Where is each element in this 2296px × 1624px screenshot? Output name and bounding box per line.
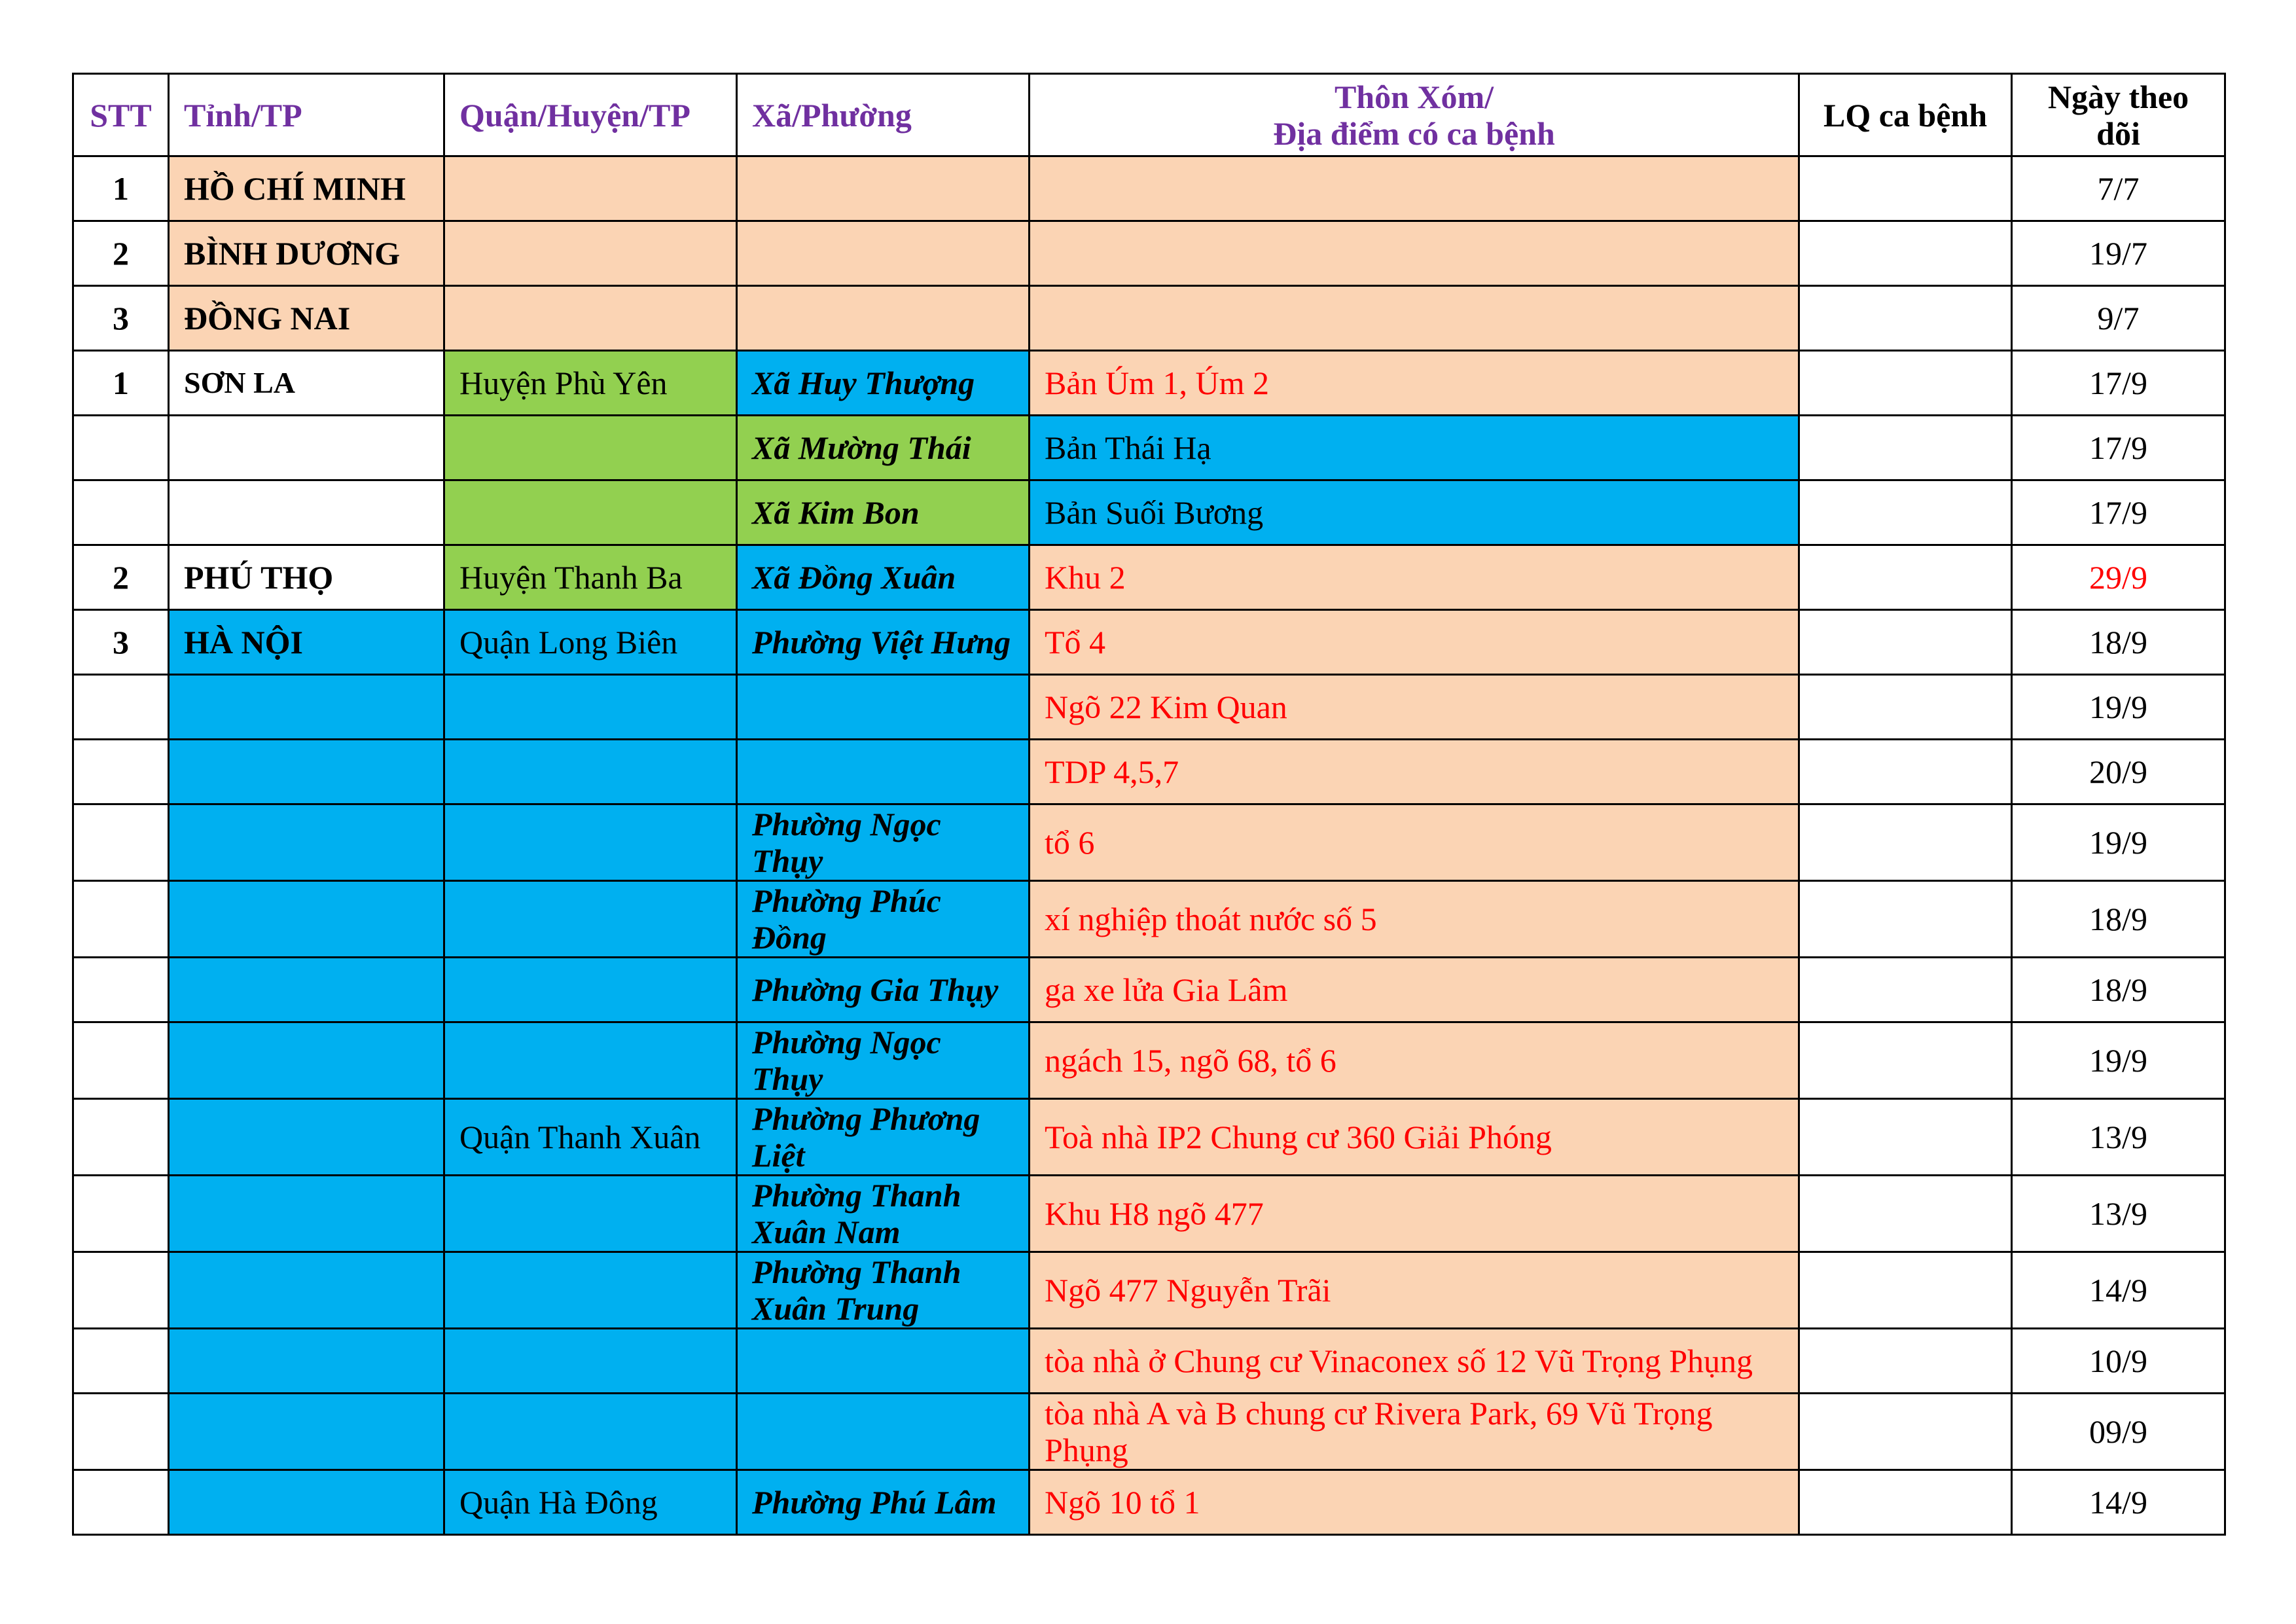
table-row — [73, 156, 2225, 221]
cell-date: 9/7 — [2012, 286, 2225, 351]
cell-stt — [73, 740, 169, 804]
cell-province — [169, 1176, 444, 1252]
header-date-line2: dõi — [2096, 115, 2140, 152]
cell-province — [169, 1329, 444, 1394]
cell-date: 19/9 — [2012, 675, 2225, 740]
cell-date: 19/9 — [2012, 804, 2225, 881]
cell-district — [444, 1394, 737, 1470]
cell-district — [444, 740, 737, 804]
table-row — [73, 351, 2225, 416]
cell-location — [1030, 156, 1799, 221]
cell-stt: 3 — [73, 610, 169, 675]
cell-lq — [1799, 480, 2012, 545]
cell-district: Quận Thanh Xuân — [444, 1099, 737, 1176]
cell-lq — [1799, 1329, 2012, 1394]
cell-stt — [73, 958, 169, 1022]
cell-date: 18/9 — [2012, 881, 2225, 958]
table-row — [73, 675, 2225, 740]
cell-date: 18/9 — [2012, 610, 2225, 675]
cell-stt — [73, 675, 169, 740]
cell-lq — [1799, 1252, 2012, 1329]
cell-district — [444, 1252, 737, 1329]
cell-lq — [1799, 1176, 2012, 1252]
cell-ward: Phường Gia Thụy — [737, 958, 1030, 1022]
cell-date: 13/9 — [2012, 1176, 2225, 1252]
cell-ward: Xã Huy Thượng — [737, 351, 1030, 416]
cell-ward: Phường Việt Hưng — [737, 610, 1030, 675]
cell-ward: Phường Phúc Đồng — [737, 881, 1030, 958]
cell-stt — [73, 480, 169, 545]
table-row — [73, 1099, 2225, 1176]
cell-location: tổ 6 — [1030, 804, 1799, 881]
cell-province — [169, 740, 444, 804]
cell-lq — [1799, 610, 2012, 675]
cell-date: 14/9 — [2012, 1470, 2225, 1535]
cell-lq — [1799, 1099, 2012, 1176]
cell-stt — [73, 416, 169, 480]
cell-date: 19/9 — [2012, 1022, 2225, 1099]
cell-district — [444, 1329, 737, 1394]
header-location-line2: Địa điểm có ca bệnh — [1273, 115, 1555, 152]
cell-date: 17/9 — [2012, 480, 2225, 545]
cell-stt — [73, 1099, 169, 1176]
cell-stt — [73, 1176, 169, 1252]
cell-location: tòa nhà A và B chung cư Rivera Park, 69 Vũ Trọng Phụng — [1030, 1394, 1799, 1470]
cell-location: Ngõ 22 Kim Quan — [1030, 675, 1799, 740]
cell-district — [444, 675, 737, 740]
table-row — [73, 545, 2225, 610]
cell-location: Tổ 4 — [1030, 610, 1799, 675]
cell-date: 29/9 — [2012, 545, 2225, 610]
table-row — [73, 286, 2225, 351]
cell-ward: Phường Ngọc Thụy — [737, 804, 1030, 881]
cell-location: Bản Úm 1, Úm 2 — [1030, 351, 1799, 416]
cell-district: Quận Long Biên — [444, 610, 737, 675]
cell-lq — [1799, 881, 2012, 958]
header-district: Quận/Huyện/TP — [444, 74, 737, 156]
cell-ward — [737, 740, 1030, 804]
cell-lq — [1799, 804, 2012, 881]
header-ward: Xã/Phường — [737, 74, 1030, 156]
cell-ward: Phường Thanh Xuân Nam — [737, 1176, 1030, 1252]
outbreak-table — [72, 73, 2226, 1536]
cell-stt — [73, 804, 169, 881]
header-province: Tỉnh/TP — [169, 74, 444, 156]
cell-district: Quận Hà Đông — [444, 1470, 737, 1535]
cell-location: tòa nhà ở Chung cư Vinaconex số 12 Vũ Trọng Phụng — [1030, 1329, 1799, 1394]
cell-lq — [1799, 958, 2012, 1022]
cell-location: Bản Suối Bương — [1030, 480, 1799, 545]
cell-ward: Xã Đồng Xuân — [737, 545, 1030, 610]
cell-date: 17/9 — [2012, 351, 2225, 416]
cell-ward — [737, 1394, 1030, 1470]
table-row — [73, 416, 2225, 480]
cell-district: Huyện Thanh Ba — [444, 545, 737, 610]
cell-district — [444, 286, 737, 351]
cell-lq — [1799, 1022, 2012, 1099]
cell-location: Toà nhà IP2 Chung cư 360 Giải Phóng — [1030, 1099, 1799, 1176]
cell-stt — [73, 881, 169, 958]
cell-stt: 3 — [73, 286, 169, 351]
cell-province: PHÚ THỌ — [169, 545, 444, 610]
table-row — [73, 1176, 2225, 1252]
cell-location: ngách 15, ngõ 68, tổ 6 — [1030, 1022, 1799, 1099]
cell-province — [169, 1099, 444, 1176]
cell-province — [169, 958, 444, 1022]
cell-lq — [1799, 675, 2012, 740]
table-row — [73, 1022, 2225, 1099]
header-date — [2012, 74, 2225, 156]
header-stt: STT — [73, 74, 169, 156]
cell-lq — [1799, 221, 2012, 286]
cell-location — [1030, 286, 1799, 351]
cell-location: TDP 4,5,7 — [1030, 740, 1799, 804]
cell-province: HÀ NỘI — [169, 610, 444, 675]
cell-date: 20/9 — [2012, 740, 2225, 804]
cell-province — [169, 675, 444, 740]
cell-stt: 1 — [73, 156, 169, 221]
cell-location: Ngõ 477 Nguyễn Trãi — [1030, 1252, 1799, 1329]
cell-ward — [737, 1329, 1030, 1394]
cell-province — [169, 881, 444, 958]
table-row — [73, 804, 2225, 881]
cell-date: 13/9 — [2012, 1099, 2225, 1176]
cell-ward: Phường Phú Lâm — [737, 1470, 1030, 1535]
table-row — [73, 610, 2225, 675]
cell-location: Khu 2 — [1030, 545, 1799, 610]
cell-lq — [1799, 156, 2012, 221]
cell-date: 10/9 — [2012, 1329, 2225, 1394]
cell-stt — [73, 1394, 169, 1470]
cell-province — [169, 1470, 444, 1535]
cell-stt: 1 — [73, 351, 169, 416]
cell-district — [444, 156, 737, 221]
cell-province — [169, 480, 444, 545]
cell-date: 7/7 — [2012, 156, 2225, 221]
table-row — [73, 1470, 2225, 1535]
header-location-line1: Thôn Xóm/ — [1334, 78, 1494, 115]
cell-district — [444, 1022, 737, 1099]
cell-ward — [737, 221, 1030, 286]
cell-stt — [73, 1329, 169, 1394]
header-location — [1030, 74, 1799, 156]
cell-date: 17/9 — [2012, 416, 2225, 480]
cell-district — [444, 221, 737, 286]
cell-district — [444, 480, 737, 545]
table-row — [73, 958, 2225, 1022]
cell-district: Huyện Phù Yên — [444, 351, 737, 416]
cell-lq — [1799, 740, 2012, 804]
cell-district — [444, 1176, 737, 1252]
cell-location — [1030, 221, 1799, 286]
cell-province — [169, 1022, 444, 1099]
table-row — [73, 221, 2225, 286]
cell-ward: Phường Thanh Xuân Trung — [737, 1252, 1030, 1329]
cell-ward — [737, 286, 1030, 351]
cell-location: xí nghiệp thoát nước số 5 — [1030, 881, 1799, 958]
cell-province: BÌNH DƯƠNG — [169, 221, 444, 286]
table-row — [73, 1252, 2225, 1329]
cell-ward: Phường Ngọc Thụy — [737, 1022, 1030, 1099]
cell-province — [169, 804, 444, 881]
cell-lq — [1799, 1394, 2012, 1470]
header-lq: LQ ca bệnh — [1799, 74, 2012, 156]
cell-lq — [1799, 416, 2012, 480]
cell-ward — [737, 675, 1030, 740]
table-row — [73, 1394, 2225, 1470]
cell-district — [444, 804, 737, 881]
cell-date: 18/9 — [2012, 958, 2225, 1022]
cell-lq — [1799, 286, 2012, 351]
cell-location: Bản Thái Hạ — [1030, 416, 1799, 480]
cell-lq — [1799, 1470, 2012, 1535]
cell-province — [169, 1394, 444, 1470]
cell-province: SƠN LA — [169, 351, 444, 416]
table-row — [73, 881, 2225, 958]
cell-district — [444, 881, 737, 958]
cell-ward — [737, 156, 1030, 221]
cell-date: 09/9 — [2012, 1394, 2225, 1470]
cell-lq — [1799, 545, 2012, 610]
cell-location: Khu H8 ngõ 477 — [1030, 1176, 1799, 1252]
table-row — [73, 1329, 2225, 1394]
cell-ward: Xã Kim Bon — [737, 480, 1030, 545]
cell-province — [169, 416, 444, 480]
cell-lq — [1799, 351, 2012, 416]
cell-location: ga xe lửa Gia Lâm — [1030, 958, 1799, 1022]
header-row — [73, 74, 2225, 156]
cell-ward: Phường Phương Liệt — [737, 1099, 1030, 1176]
cell-stt — [73, 1252, 169, 1329]
cell-date: 19/7 — [2012, 221, 2225, 286]
cell-stt — [73, 1470, 169, 1535]
cell-date: 14/9 — [2012, 1252, 2225, 1329]
cell-province: ĐỒNG NAI — [169, 286, 444, 351]
cell-location: Ngõ 10 tổ 1 — [1030, 1470, 1799, 1535]
cell-ward: Xã Mường Thái — [737, 416, 1030, 480]
cell-province: HỒ CHÍ MINH — [169, 156, 444, 221]
header-date-line1: Ngày theo — [2047, 78, 2189, 115]
table-row — [73, 740, 2225, 804]
table-row — [73, 480, 2225, 545]
cell-stt: 2 — [73, 221, 169, 286]
cell-district — [444, 958, 737, 1022]
cell-stt — [73, 1022, 169, 1099]
cell-stt: 2 — [73, 545, 169, 610]
cell-district — [444, 416, 737, 480]
cell-province — [169, 1252, 444, 1329]
